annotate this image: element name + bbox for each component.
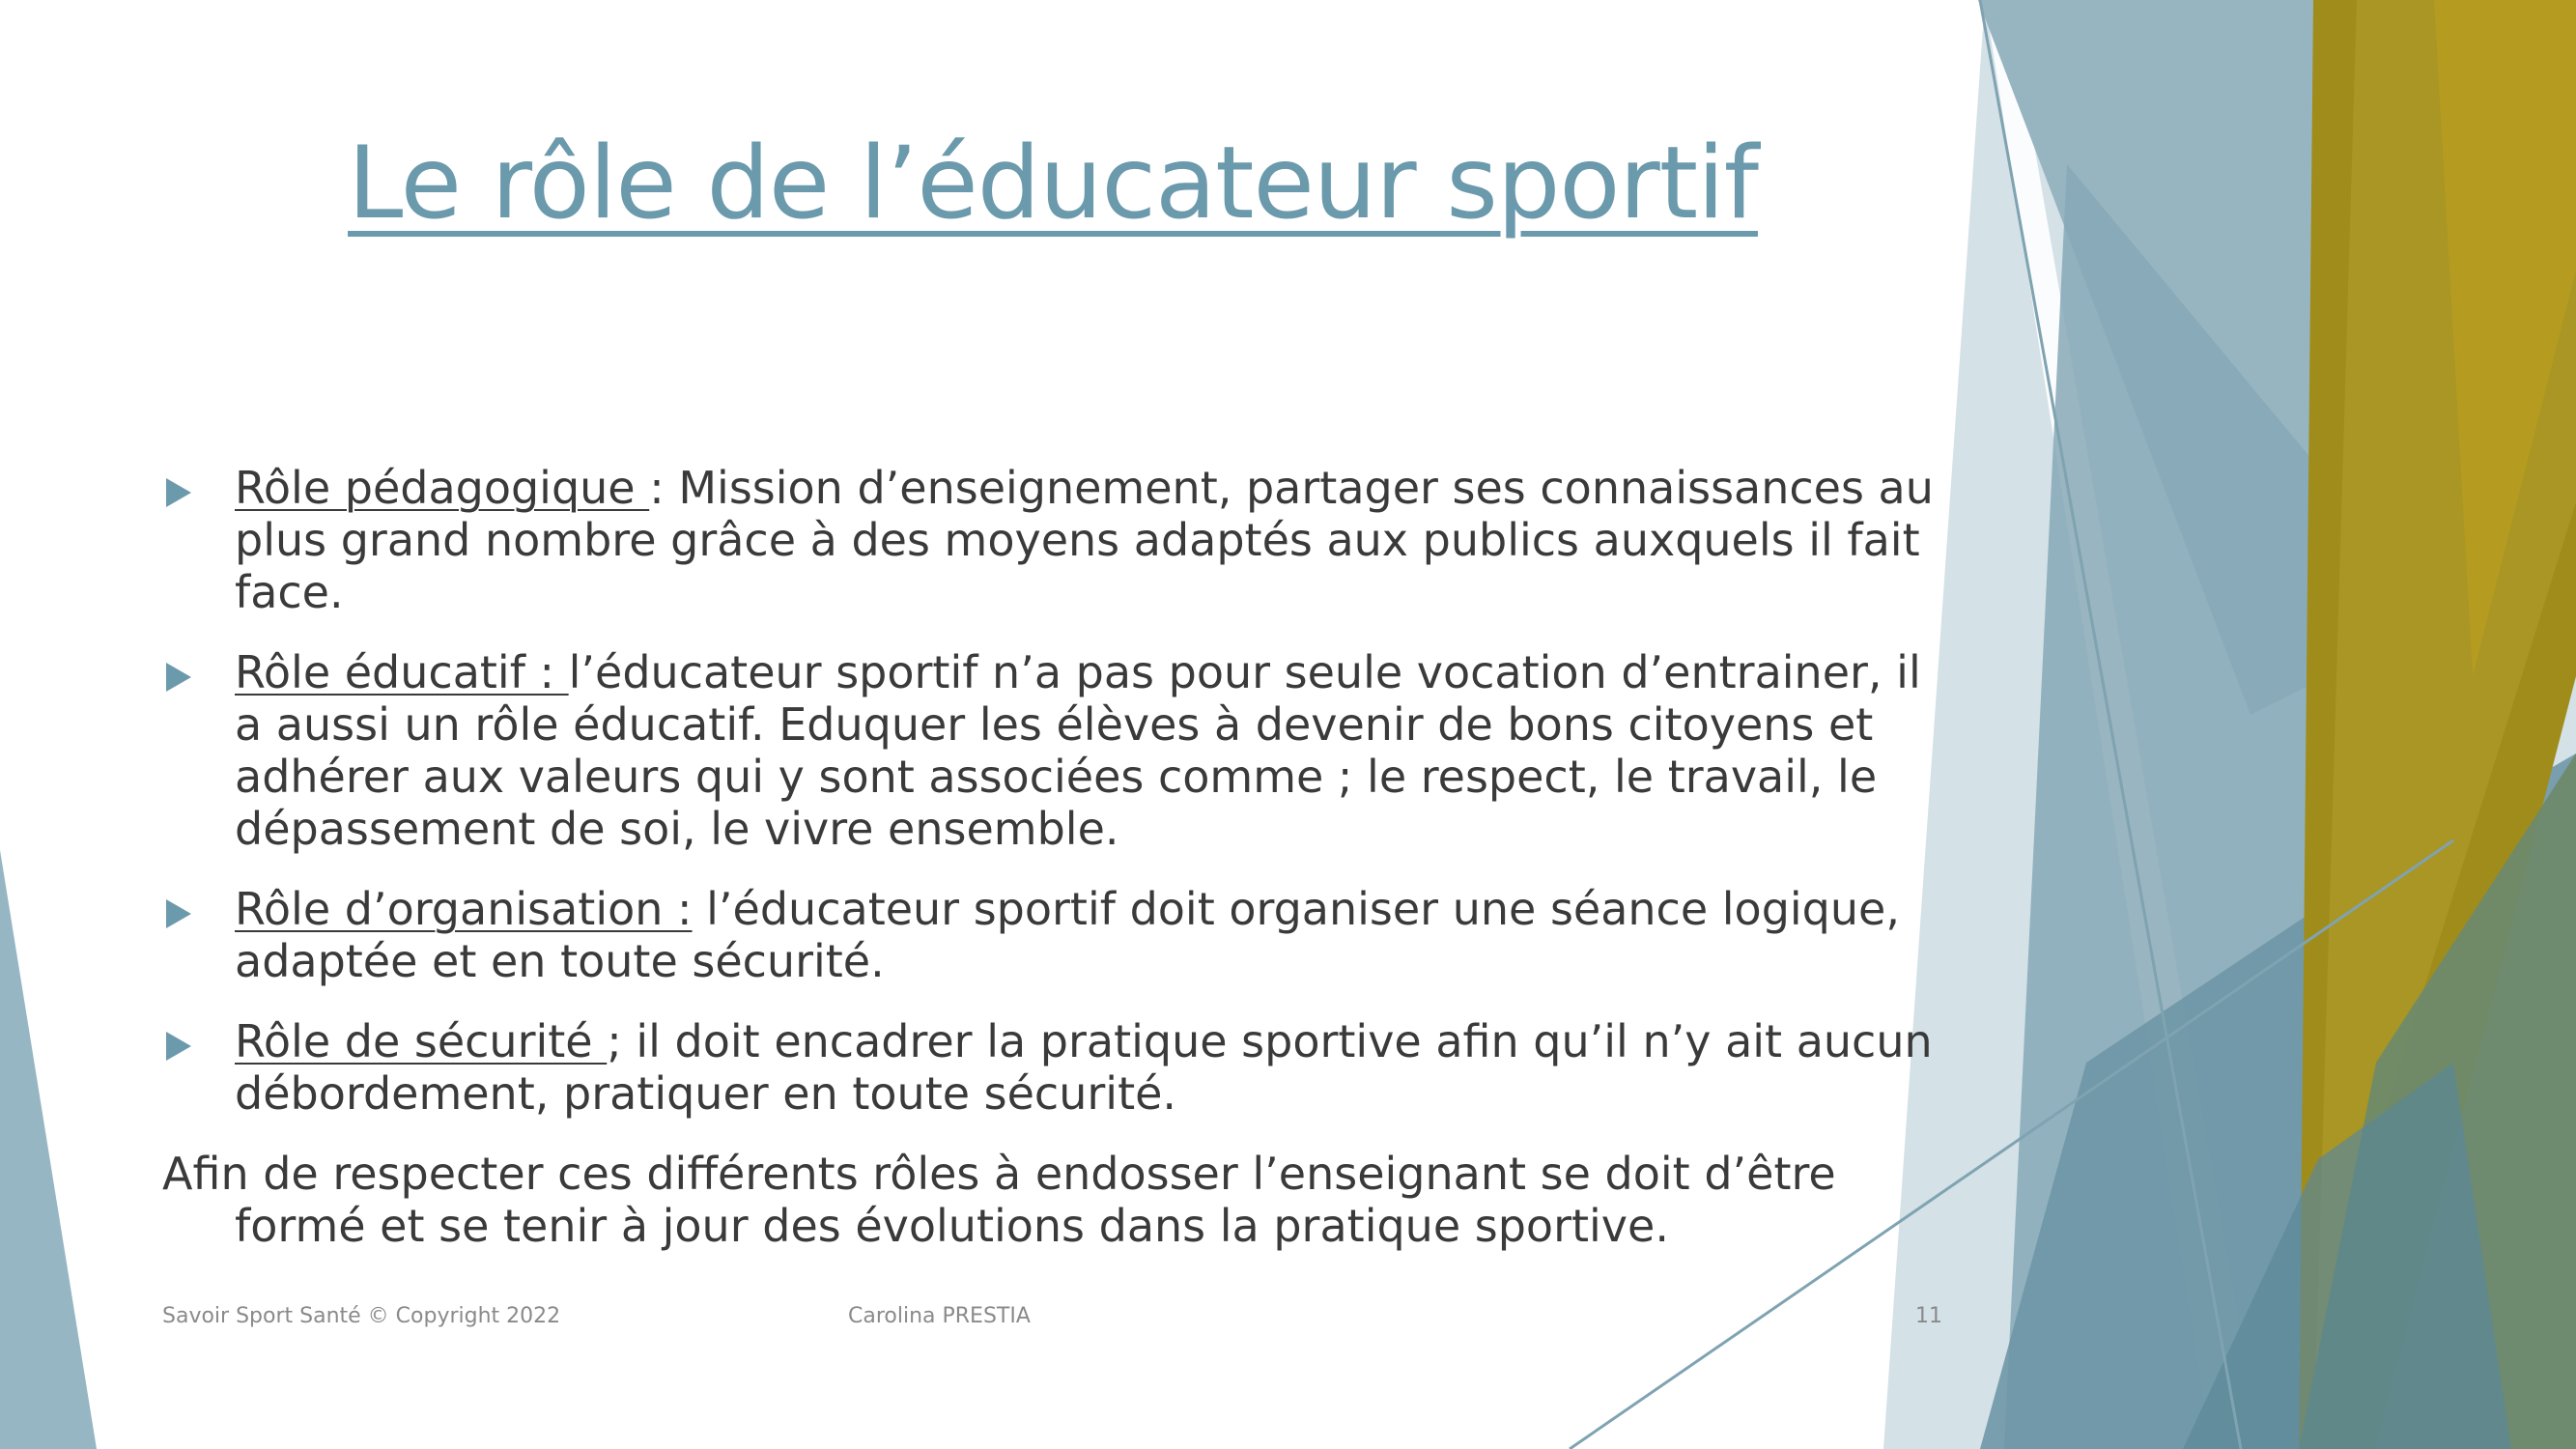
bullet-text: ; il doit encadrer la pratique sportive afin qu’il n’y ait aucun débordement, pratiquer en toute sécurité. [235,1015,1933,1120]
triangle-bullet-icon [166,899,191,928]
slide-title: Le rôle de l’éducateur sportif [348,126,1758,242]
conclusion-paragraph: Afin de respecter ces différents rôles à endosser l’enseignant se doit d’être formé et se tenir à jour des évolutions dans la pratique sportive. [162,1148,1836,1252]
triangle-bullet-icon [166,663,191,692]
bullet-item-pedagogique [162,462,1939,618]
bullet-item-securite [162,1015,1939,1120]
triangle-bullet-icon [166,478,191,507]
bullet-text: l’éducateur sportif n’a pas pour seule vocation d’entrainer, il a aussi un rôle éducatif. Eduquer les élèves à devenir de bons citoyens et adhérer aux valeurs qui y sont associées comme ; le respect, le travail, le dépassement de soi, le vivre ensemble. [235,646,1921,855]
footer-author: Carolina PRESTIA [848,1304,1031,1328]
slide-content [162,462,1939,1252]
bullet-item-organisation [162,883,1939,987]
footer-copyright: Savoir Sport Santé © Copyright 2022 [162,1304,561,1328]
bullet-term: Rôle de sécurité [235,1015,608,1067]
bullet-text: l’éducateur sportif doit organiser une séance logique, adaptée et en toute sécurité. [235,883,1900,987]
bullet-term: Rôle éducatif : [235,646,569,698]
triangle-bullet-icon [166,1032,191,1061]
footer-page-number: 11 [1915,1304,1942,1328]
bullet-term: Rôle pédagogique [235,462,650,514]
deco-shape-left-sliver [0,850,97,1449]
bullet-text: : Mission d’enseignement, partager ses connaissances au plus grand nombre grâce à des moyens adaptés aux publics auxquels il fait face. [235,462,1934,618]
bullet-item-educatif [162,646,1939,855]
bullet-term: Rôle d’organisation : [235,883,693,935]
